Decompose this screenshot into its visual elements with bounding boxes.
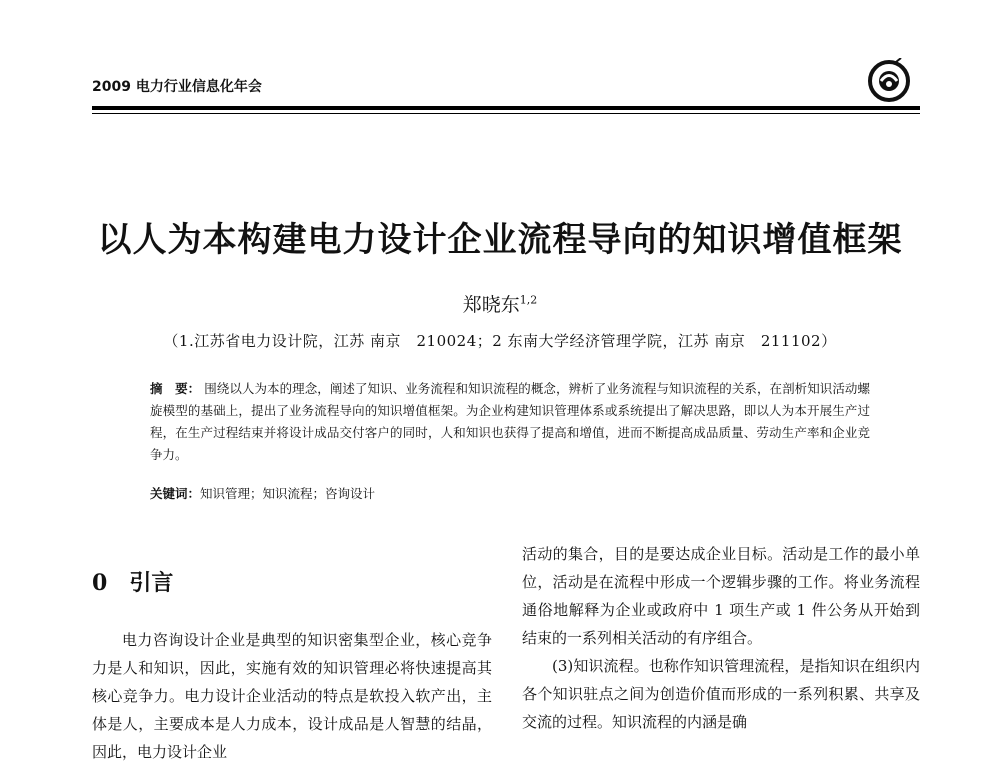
- author-line: [0, 290, 1000, 317]
- abstract-text: 围绕以人为本的理念，阐述了知识、业务流程和知识流程的概念，辨析了业务流程与知识流程的关系，在剖析知识活动螺旋模型的基础上，提出了业务流程导向的知识增值框架。为企业构建知识管理体系或系统提出了解决思路，即以人为本开展生产过程，在生产过程结束并将设计成品交付客户的同时，人和知识也获得了提高和增值，进而不断提高成品质量、劳动生产率和企业竞争力。: [150, 381, 870, 462]
- conference-header: 2009 电力行业信息化年会: [92, 79, 262, 95]
- affiliation: （1.江苏省电力设计院，江苏 南京 210024；2 东南大学经济管理学院，江苏 南京 211102）: [163, 332, 837, 350]
- abstract: [150, 378, 870, 466]
- right-column: [522, 540, 920, 736]
- right-paragraph-1: 活动的集合，目的是要达成企业目标。活动是工作的最小单位，活动是在流程中形成一个逻辑步骤的工作。将业务流程通俗地解释为企业或政府中 1 项生产或 1 件公务从开始到结束的一系列相关活动的有序组合。: [522, 545, 920, 647]
- paper-title: 以人为本构建电力设计企业流程导向的知识增值框架: [97, 220, 903, 260]
- author-name: 郑晓东: [462, 294, 520, 316]
- left-column: [92, 626, 492, 766]
- author-affil-marks: 1,2: [519, 293, 538, 307]
- keywords: [150, 484, 375, 502]
- left-paragraph-1: 电力咨询设计企业是典型的知识密集型企业，核心竞争力是人和知识，因此，实施有效的知识管理必将快速提高其核心竞争力。电力设计企业活动的特点是软投入软产出，主体是人，主要成本是人力成本，设计成品是人智慧的结晶，因此，电力设计企业: [92, 631, 492, 761]
- section-number: 0: [92, 570, 108, 596]
- conference-logo-icon: [866, 58, 912, 104]
- keywords-text: 知识管理；知识流程；咨询设计: [200, 486, 376, 501]
- header-rule-thin: [92, 113, 920, 114]
- abstract-label: 摘 要：: [150, 381, 201, 396]
- section-heading: [92, 566, 173, 597]
- right-paragraph-2: (3)知识流程。也称作知识管理流程，是指知识在组织内各个知识驻点之间为创造价值而形成的一系列积累、共享及交流的过程。知识流程的内涵是确: [522, 657, 920, 731]
- header-rule-thick: [92, 106, 920, 110]
- keywords-label: 关键词：: [150, 486, 201, 501]
- section-title: 引言: [129, 570, 174, 596]
